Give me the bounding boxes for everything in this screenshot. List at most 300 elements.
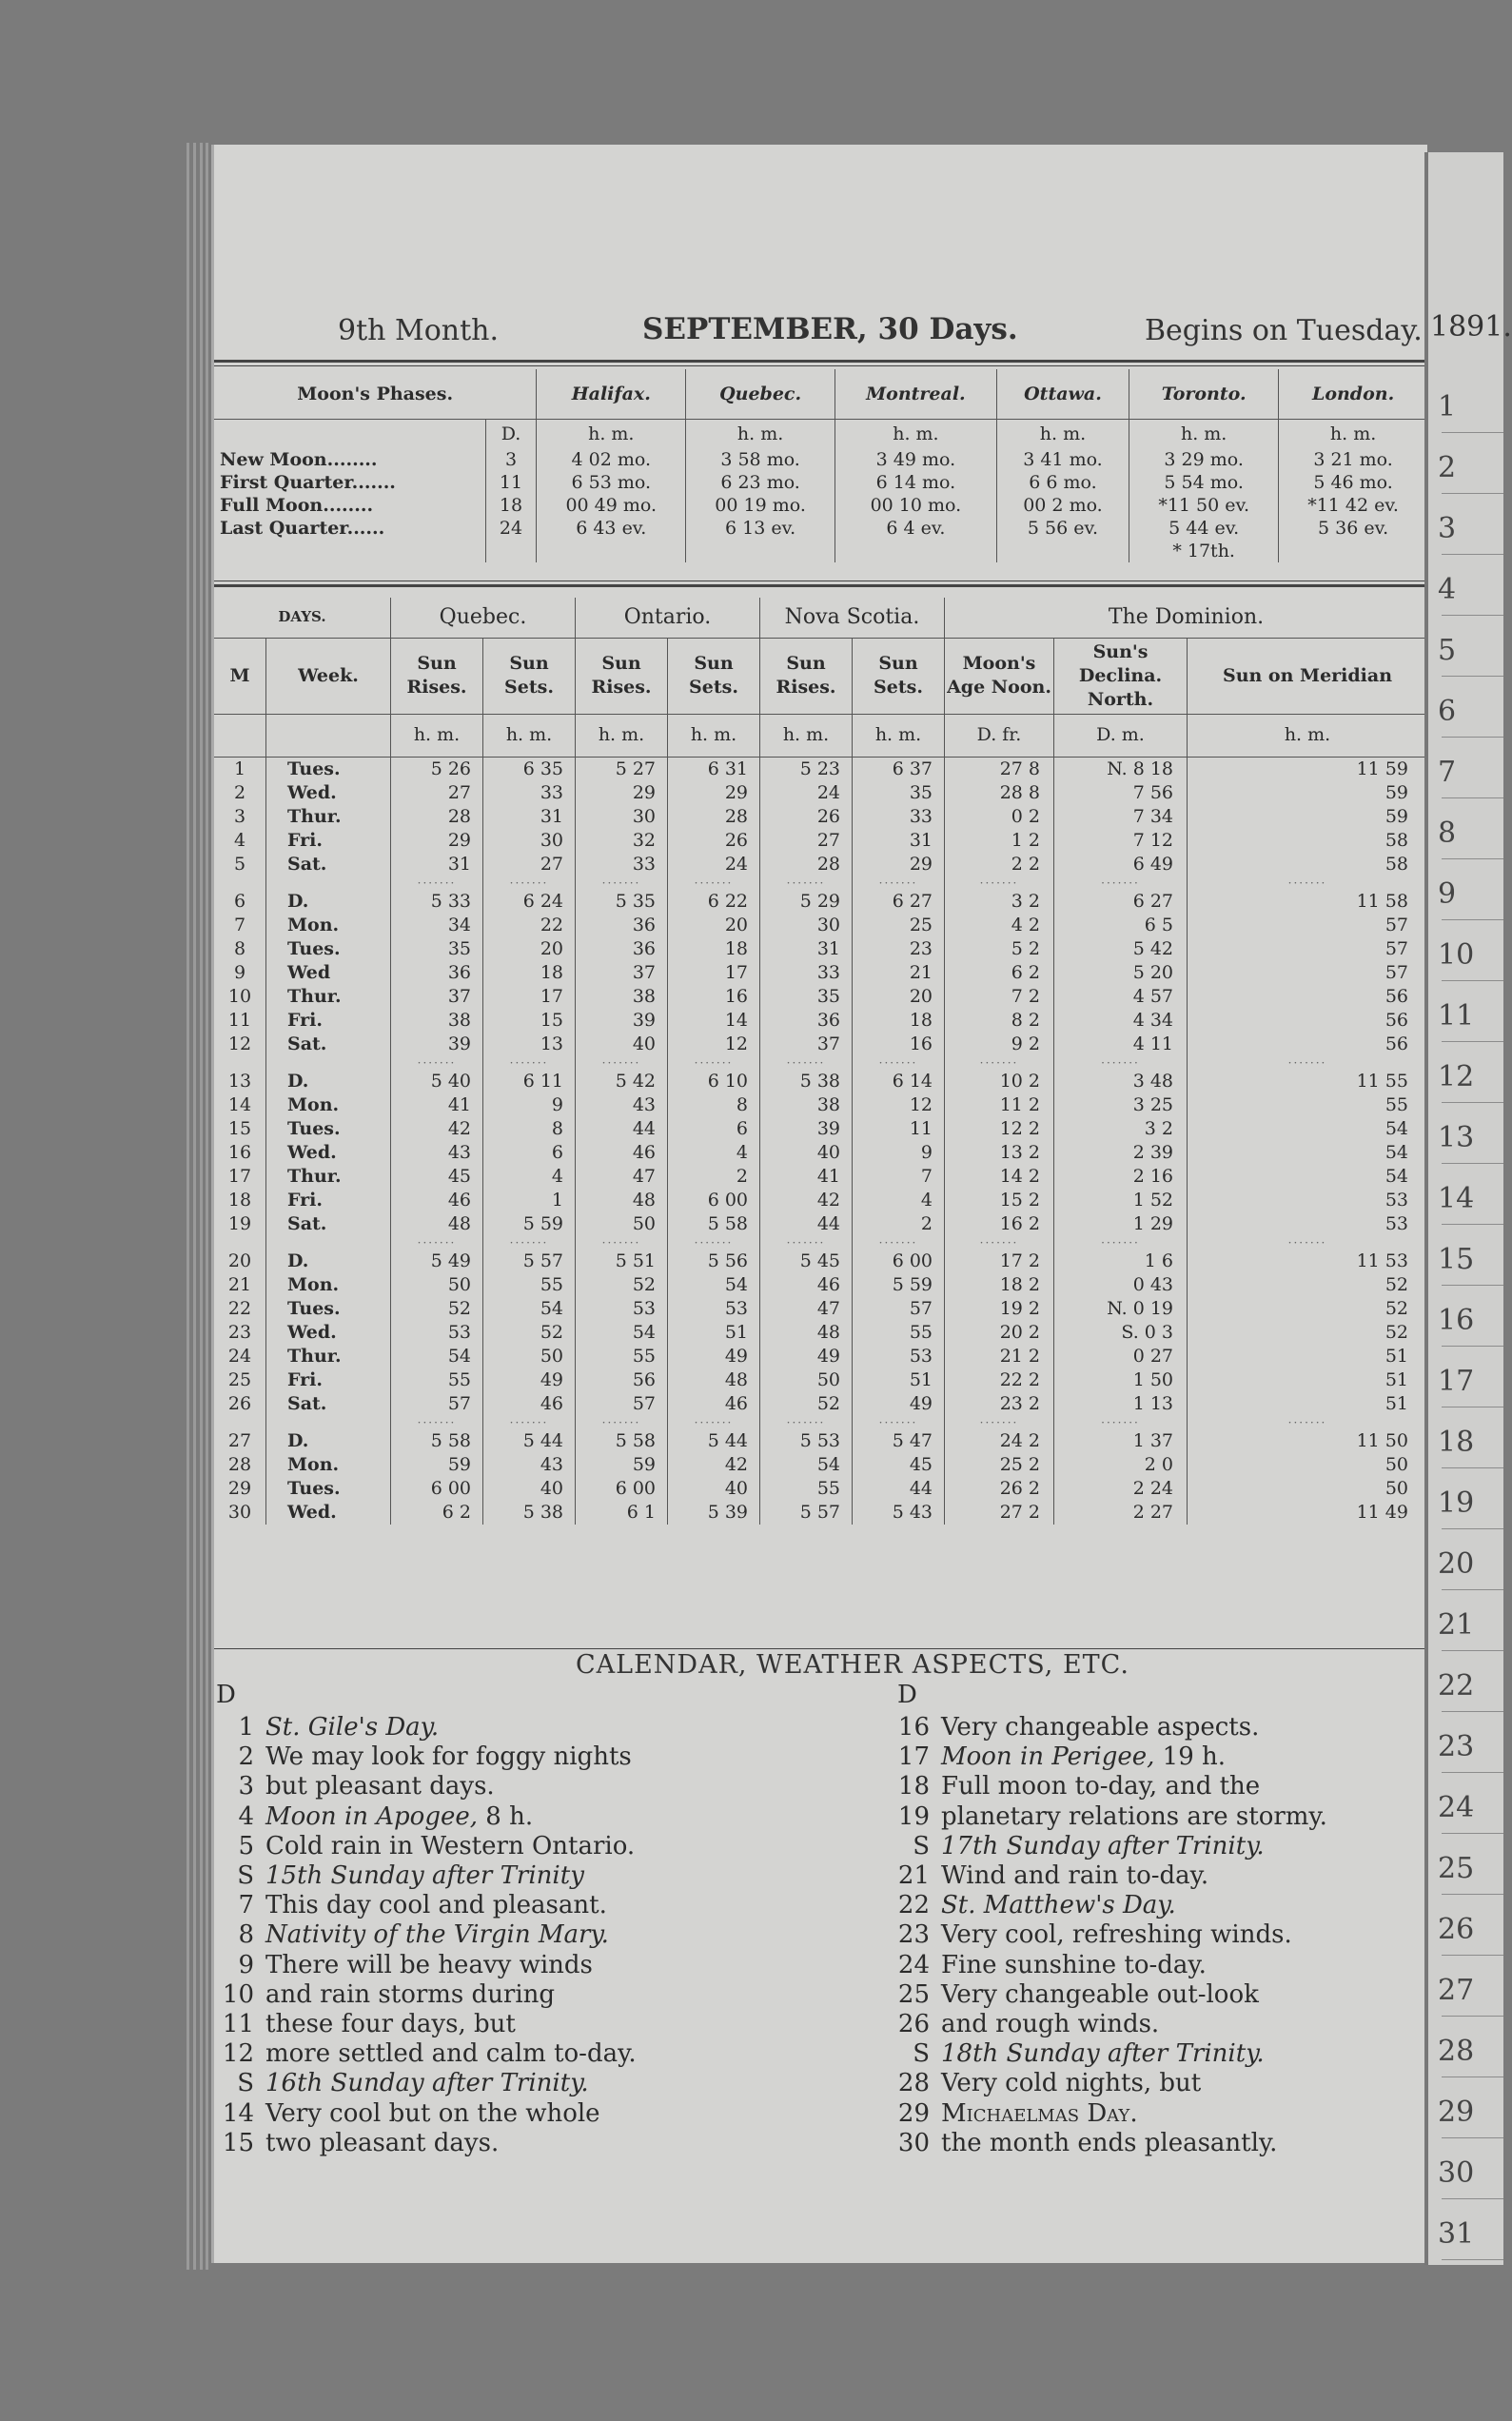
margin-rule	[1442, 676, 1503, 677]
calendar-day: S	[237, 1861, 254, 1891]
quebec-sets: 8	[483, 1117, 576, 1141]
moon-age: 5 2	[945, 937, 1054, 961]
margin-number: 21	[1438, 1608, 1475, 1642]
phase-day: 24	[485, 517, 537, 540]
margin-number: 17	[1438, 1365, 1475, 1398]
margin-rule	[1442, 919, 1503, 920]
calendar-text: Fine sunshine to-day.	[941, 1950, 1207, 1979]
daily-table	[214, 598, 1427, 1525]
day-number: 30	[227, 1501, 252, 1523]
dot-separator: ·······	[853, 876, 945, 890]
ns-rises: 5 38	[760, 1070, 853, 1093]
ns-rises: 26	[760, 805, 853, 829]
ontario-rises: 47	[576, 1165, 668, 1189]
margin-rule	[1442, 1346, 1503, 1347]
calendar-entry	[890, 1861, 1327, 1891]
quebec-sets: 49	[483, 1368, 576, 1392]
dot-separator	[214, 876, 266, 890]
calendar-text: planetary relations are stormy.	[941, 1801, 1327, 1831]
dot-separator	[266, 1416, 391, 1429]
weekday: Sat.	[266, 853, 391, 876]
ns-rises: 40	[760, 1141, 853, 1165]
quebec-rises: 5 58	[391, 1429, 483, 1453]
unit-spacer	[266, 714, 391, 757]
calendar-day: 3	[238, 1772, 254, 1801]
moon-phases-table	[214, 369, 1427, 562]
ontario-sets: 54	[668, 1273, 760, 1297]
ontario-rises: 6 00	[576, 1477, 668, 1501]
calendar-title: CALENDAR, WEATHER ASPECTS, ETC.	[576, 1650, 1129, 1680]
phase-time: 6 43 ev.	[537, 517, 686, 540]
moon-age: 26 2	[945, 1477, 1054, 1501]
quebec-sets: 4	[483, 1165, 576, 1189]
margin-rule	[1442, 1833, 1503, 1834]
ns-sets: 20	[853, 985, 945, 1009]
day-number: 26	[227, 1392, 252, 1414]
quebec-rises: 5 49	[391, 1250, 483, 1273]
sun-declination: 4 11	[1054, 1033, 1188, 1056]
sun-declination: 4 57	[1054, 985, 1188, 1009]
ontario-sets: 28	[668, 805, 760, 829]
sun-declination: N. 0 19	[1054, 1297, 1188, 1321]
ns-rises: 28	[760, 853, 853, 876]
weekday: D.	[266, 1429, 391, 1453]
phase-time: 6 23 mo.	[686, 471, 835, 494]
ns-sets: 53	[853, 1345, 945, 1368]
phase-note-spacer	[485, 540, 537, 562]
quebec-sets: 6 35	[483, 757, 576, 781]
ns-rises: 24	[760, 781, 853, 805]
margin-rule	[1442, 2198, 1503, 2199]
dot-separator: ·······	[945, 876, 1054, 890]
ontario-rises: 32	[576, 829, 668, 853]
sun-meridian: 52	[1188, 1297, 1428, 1321]
day-row	[214, 914, 1427, 937]
margin-number: 27	[1438, 1974, 1475, 2007]
sun-declination: N. 8 18	[1054, 757, 1188, 781]
dot-separator: ·······	[1188, 876, 1428, 890]
phase-time: 00 10 mo.	[835, 494, 997, 517]
weekday: Wed	[266, 961, 391, 985]
phase-time: 5 36 ev.	[1279, 517, 1427, 540]
ontario-rises: 30	[576, 805, 668, 829]
calendar-day: 16	[897, 1713, 930, 1742]
calendar-entry	[890, 2039, 1327, 2069]
group-nova-scotia: Nova Scotia.	[760, 598, 945, 638]
margin-rule	[1442, 1894, 1503, 1895]
moon-age: 25 2	[945, 1453, 1054, 1477]
sun-declination: 1 37	[1054, 1429, 1188, 1453]
moon-age: 2 2	[945, 853, 1054, 876]
quebec-sets: 5 44	[483, 1429, 576, 1453]
dot-separator	[214, 1056, 266, 1070]
calendar-text: but pleasant days.	[265, 1772, 495, 1801]
quebec-rises: 42	[391, 1117, 483, 1141]
calendar-text: and rough winds.	[941, 2010, 1160, 2039]
margin-number: 16	[1438, 1304, 1475, 1337]
sun-declination: 7 12	[1054, 829, 1188, 853]
ontario-rises: 38	[576, 985, 668, 1009]
ontario-rises: 36	[576, 914, 668, 937]
margin-number: 14	[1438, 1182, 1475, 1215]
ns-rises: 38	[760, 1093, 853, 1117]
col-ns-sets: Sun Sets.	[853, 638, 945, 714]
unit-time: h. m.	[537, 420, 686, 448]
ns-rises: 31	[760, 937, 853, 961]
ontario-rises: 5 58	[576, 1429, 668, 1453]
quebec-rises: 53	[391, 1321, 483, 1345]
phase-time: 5 44 ev.	[1129, 517, 1279, 540]
calendar-text: This day cool and pleasant.	[265, 1891, 607, 1920]
dot-separator: ·······	[1188, 1416, 1428, 1429]
dot-separator	[214, 1416, 266, 1429]
quebec-sets: 17	[483, 985, 576, 1009]
margin-number: 15	[1438, 1243, 1475, 1276]
ns-sets: 55	[853, 1321, 945, 1345]
margin-rule	[1442, 1589, 1503, 1590]
margin-number: 31	[1438, 2217, 1475, 2251]
calendar-day: 28	[897, 2069, 930, 2098]
calendar-entry	[214, 2129, 637, 2158]
phase-time: 3 49 mo.	[835, 448, 997, 471]
calendar-text: Michaelmas Day.	[941, 2098, 1138, 2128]
ns-sets: 51	[853, 1368, 945, 1392]
margin-rule	[1442, 797, 1503, 798]
ontario-sets: 51	[668, 1321, 760, 1345]
moon-age: 10 2	[945, 1070, 1054, 1093]
sun-declination: 2 0	[1054, 1453, 1188, 1477]
calendar-text: Wind and rain to-day.	[941, 1861, 1209, 1891]
quebec-sets: 55	[483, 1273, 576, 1297]
calendar-text: 19 h.	[1154, 1742, 1227, 1772]
ontario-sets: 12	[668, 1033, 760, 1056]
weekday: Mon.	[266, 1273, 391, 1297]
moon-age: 1 2	[945, 829, 1054, 853]
calendar-entry	[214, 1951, 637, 1980]
moon-age: 18 2	[945, 1273, 1054, 1297]
ns-sets: 7	[853, 1165, 945, 1189]
calendar-entry	[214, 1742, 637, 1772]
phase-name: Last Quarter......	[220, 517, 385, 539]
day-row	[214, 1477, 1427, 1501]
margin-rule	[1442, 493, 1503, 494]
ns-rises: 50	[760, 1368, 853, 1392]
margin-number: 22	[1438, 1669, 1475, 1703]
day-row	[214, 1368, 1427, 1392]
margin-number: 20	[1438, 1547, 1475, 1581]
calendar-day: 2	[238, 1742, 254, 1772]
phase-time: 3 21 mo.	[1279, 448, 1427, 471]
dot-separator	[214, 1236, 266, 1250]
month-label: 9th Month.	[338, 314, 500, 347]
almanac-page	[211, 145, 1427, 2263]
ontario-rises: 5 35	[576, 890, 668, 914]
ns-rises: 52	[760, 1392, 853, 1416]
sun-meridian: 11 58	[1188, 890, 1428, 914]
dot-separator: ·······	[391, 1416, 483, 1429]
unit-time: h. m.	[996, 420, 1129, 448]
sun-declination: 1 13	[1054, 1392, 1188, 1416]
city-montreal: Montreal.	[835, 369, 997, 420]
dot-separator: ·······	[945, 1416, 1054, 1429]
phase-note: * 17th.	[1129, 540, 1279, 562]
day-number: 7	[233, 914, 246, 935]
ns-rises: 5 57	[760, 1501, 853, 1525]
sun-declination: 6 5	[1054, 914, 1188, 937]
sun-declination: 7 56	[1054, 781, 1188, 805]
sun-meridian: 53	[1188, 1189, 1428, 1212]
calendar-text: 8 h.	[478, 1801, 534, 1831]
ontario-sets: 6 31	[668, 757, 760, 781]
margin-rule	[1442, 1955, 1503, 1956]
quebec-rises: 37	[391, 985, 483, 1009]
sun-meridian: 57	[1188, 961, 1428, 985]
sun-meridian: 11 50	[1188, 1429, 1428, 1453]
phase-note-spacer	[1279, 540, 1427, 562]
quebec-rises: 34	[391, 914, 483, 937]
calendar-text: Nativity of the Virgin Mary.	[265, 1920, 609, 1950]
quebec-rises: 59	[391, 1453, 483, 1477]
margin-rule	[1442, 1467, 1503, 1468]
quebec-sets: 6 11	[483, 1070, 576, 1093]
weekday: Tues.	[266, 757, 391, 781]
city-london: London.	[1279, 369, 1427, 420]
quebec-rises: 28	[391, 805, 483, 829]
day-row	[214, 1501, 1427, 1525]
day-number: 19	[227, 1212, 252, 1234]
sun-meridian: 11 49	[1188, 1501, 1428, 1525]
ns-rises: 42	[760, 1189, 853, 1212]
moon-phases-title: Moon's Phases.	[214, 369, 537, 420]
moon-age: 4 2	[945, 914, 1054, 937]
ontario-sets: 5 39	[668, 1501, 760, 1525]
moon-age: 21 2	[945, 1345, 1054, 1368]
dot-separator: ·······	[483, 1056, 576, 1070]
day-row	[214, 890, 1427, 914]
ontario-sets: 29	[668, 781, 760, 805]
dot-separator: ·······	[1188, 1056, 1428, 1070]
dot-separator: ·······	[576, 876, 668, 890]
dot-separator: ·······	[760, 876, 853, 890]
sun-declination: 6 49	[1054, 853, 1188, 876]
ontario-sets: 8	[668, 1093, 760, 1117]
unit-label: h. m.	[760, 714, 853, 757]
calendar-entry	[214, 2010, 637, 2039]
ontario-rises: 55	[576, 1345, 668, 1368]
calendar-entry	[890, 1713, 1327, 1742]
calendar-text: Full moon to-day, and the	[941, 1772, 1261, 1801]
calendar-entry	[214, 1861, 637, 1891]
col-ns-rises: Sun Rises.	[760, 638, 853, 714]
sun-meridian: 57	[1188, 914, 1428, 937]
day-number: 8	[233, 937, 246, 959]
calendar-day: 5	[238, 1831, 254, 1860]
ns-rises: 46	[760, 1273, 853, 1297]
moon-age: 27 2	[945, 1501, 1054, 1525]
phase-name: New Moon........	[220, 448, 378, 470]
calendar-text: and rain storms during	[265, 1979, 556, 2009]
margin-number: 25	[1438, 1852, 1475, 1885]
calendar-day: S	[913, 1831, 930, 1860]
calendar-day: 11	[222, 2010, 254, 2039]
dot-separator	[266, 1056, 391, 1070]
begins-on: Begins on Tuesday.	[1145, 314, 1423, 347]
quebec-rises: 38	[391, 1009, 483, 1033]
ns-sets: 35	[853, 781, 945, 805]
calendar-entry	[214, 2069, 637, 2098]
day-row	[214, 985, 1427, 1009]
dot-separator: ·······	[576, 1056, 668, 1070]
margin-number: 6	[1438, 695, 1457, 728]
sun-meridian: 55	[1188, 1093, 1428, 1117]
ontario-sets: 48	[668, 1368, 760, 1392]
day-row	[214, 805, 1427, 829]
margin-number: 2	[1438, 451, 1457, 484]
margin-number: 23	[1438, 1730, 1475, 1763]
ns-rises: 48	[760, 1321, 853, 1345]
calendar-day: 17	[897, 1742, 930, 1772]
moon-age: 8 2	[945, 1009, 1054, 1033]
ns-rises: 37	[760, 1033, 853, 1056]
margin-number: 5	[1438, 634, 1457, 667]
calendar-head-right: D	[897, 1681, 917, 1709]
col-quebec-sets: Sun Sets.	[483, 638, 576, 714]
calendar-entry	[214, 1832, 637, 1861]
day-row	[214, 1141, 1427, 1165]
ns-sets: 44	[853, 1477, 945, 1501]
phase-row	[214, 471, 1427, 494]
weekday: Fri.	[266, 1368, 391, 1392]
quebec-sets: 9	[483, 1093, 576, 1117]
dot-separator	[266, 876, 391, 890]
dot-separator: ·······	[760, 1056, 853, 1070]
phase-time: 5 46 mo.	[1279, 471, 1427, 494]
day-number: 23	[227, 1321, 252, 1343]
margin-rule	[1442, 1285, 1503, 1286]
quebec-rises: 50	[391, 1273, 483, 1297]
dot-separator: ·······	[853, 1236, 945, 1250]
weekday: D.	[266, 890, 391, 914]
dot-separator: ·······	[391, 1056, 483, 1070]
ns-rises: 30	[760, 914, 853, 937]
weekday: Fri.	[266, 1189, 391, 1212]
margin-rule	[1442, 2259, 1503, 2260]
phase-time: 6 6 mo.	[996, 471, 1129, 494]
calendar-text-italic: Moon in Perigee,	[941, 1742, 1155, 1772]
ontario-sets: 5 44	[668, 1429, 760, 1453]
ontario-sets: 16	[668, 985, 760, 1009]
calendar-day: 7	[238, 1891, 254, 1920]
sun-declination: 1 29	[1054, 1212, 1188, 1236]
ns-rises: 55	[760, 1477, 853, 1501]
ontario-rises: 5 51	[576, 1250, 668, 1273]
day-row	[214, 1345, 1427, 1368]
margin-rule	[1442, 2016, 1503, 2017]
day-number: 17	[227, 1165, 252, 1187]
ontario-sets: 6 22	[668, 890, 760, 914]
phase-row	[214, 448, 1427, 471]
ontario-sets: 14	[668, 1009, 760, 1033]
phase-name-spacer	[214, 420, 485, 448]
day-number: 24	[227, 1345, 252, 1367]
quebec-sets: 54	[483, 1297, 576, 1321]
quebec-rises: 54	[391, 1345, 483, 1368]
dot-separator: ·······	[853, 1416, 945, 1429]
sun-declination: 3 48	[1054, 1070, 1188, 1093]
dot-separator: ·······	[760, 1416, 853, 1429]
margin-rule	[1442, 1528, 1503, 1529]
quebec-rises: 45	[391, 1165, 483, 1189]
quebec-sets: 5 38	[483, 1501, 576, 1525]
phase-time: 6 14 mo.	[835, 471, 997, 494]
phase-time: 00 19 mo.	[686, 494, 835, 517]
quebec-sets: 6	[483, 1141, 576, 1165]
calendar-day: 19	[897, 1801, 930, 1831]
day-row	[214, 937, 1427, 961]
sun-meridian: 54	[1188, 1141, 1428, 1165]
day-number: 25	[227, 1368, 252, 1390]
phase-note-spacer	[835, 540, 997, 562]
margin-number: 4	[1438, 573, 1457, 606]
margin-rule	[1442, 2137, 1503, 2138]
dot-separator: ·······	[576, 1416, 668, 1429]
quebec-rises: 48	[391, 1212, 483, 1236]
month-title: SEPTEMBER, 30 Days.	[642, 312, 1018, 346]
calendar-entry	[890, 1832, 1327, 1861]
calendar-entry	[890, 2129, 1327, 2158]
quebec-sets: 6 24	[483, 890, 576, 914]
moon-age: 0 2	[945, 805, 1054, 829]
sun-meridian: 56	[1188, 1033, 1428, 1056]
phase-note-spacer	[537, 540, 686, 562]
day-row	[214, 829, 1427, 853]
ns-rises: 5 23	[760, 757, 853, 781]
moon-age: 28 8	[945, 781, 1054, 805]
col-declination: Sun's Declina. North.	[1054, 638, 1188, 714]
moon-age: 19 2	[945, 1297, 1054, 1321]
calendar-entry	[890, 1980, 1327, 2010]
margin-rule	[1442, 980, 1503, 981]
dot-separator: ·······	[483, 876, 576, 890]
ontario-rises: 5 27	[576, 757, 668, 781]
calendar-entry	[890, 2069, 1327, 2098]
calendar-entry	[890, 2099, 1327, 2129]
weekday: Wed.	[266, 781, 391, 805]
margin-number: 30	[1438, 2156, 1475, 2190]
margin-number: 12	[1438, 1060, 1475, 1093]
phase-note-spacer	[214, 540, 485, 562]
moon-age: 15 2	[945, 1189, 1054, 1212]
ns-sets: 16	[853, 1033, 945, 1056]
ontario-sets: 4	[668, 1141, 760, 1165]
day-row	[214, 757, 1427, 781]
sun-declination: 1 6	[1054, 1250, 1188, 1273]
ns-rises: 39	[760, 1117, 853, 1141]
quebec-rises: 29	[391, 829, 483, 853]
margin-number: 19	[1438, 1486, 1475, 1520]
ns-sets: 33	[853, 805, 945, 829]
city-halifax: Halifax.	[537, 369, 686, 420]
unit-day: D.	[485, 420, 537, 448]
moon-age: 7 2	[945, 985, 1054, 1009]
col-week: Week.	[266, 638, 391, 714]
calendar-entry	[214, 1802, 637, 1832]
dot-separator: ·······	[576, 1236, 668, 1250]
day-number: 21	[227, 1273, 252, 1295]
ontario-rises: 52	[576, 1273, 668, 1297]
unit-label: h. m.	[391, 714, 483, 757]
calendar-entry	[890, 1891, 1327, 1920]
